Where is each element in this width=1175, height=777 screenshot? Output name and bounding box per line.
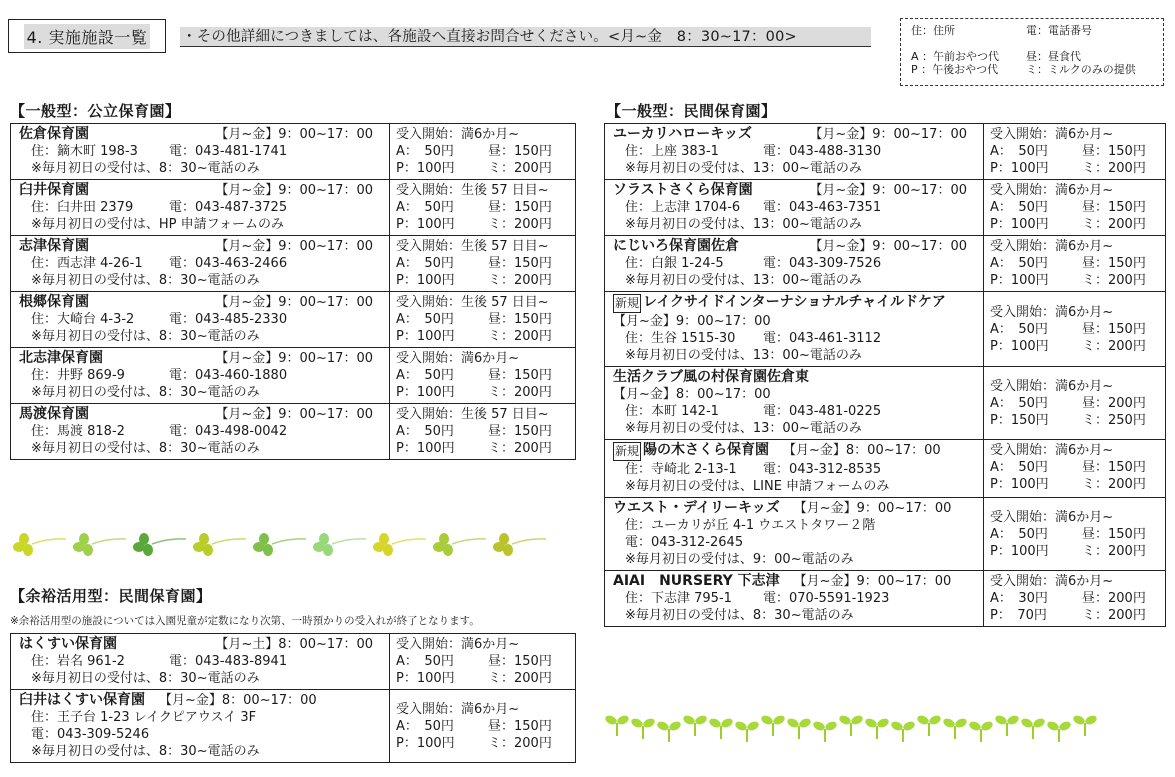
facility-fee-cell <box>390 180 576 236</box>
facility-row <box>11 236 576 292</box>
facility-name-line <box>613 182 977 199</box>
milk-fee: ミ：200円 <box>1082 161 1146 176</box>
facility-hours: 【月~金】9：00~17：00 <box>215 295 373 310</box>
facility-name-line <box>19 406 383 423</box>
facility-hours: 【月~金】9：00~17：00 <box>215 183 373 198</box>
facility-address: 住：本町 142-1 <box>625 404 719 419</box>
facility-reception-note: ※毎月初日の受付は、13：00~電話のみ <box>625 161 862 176</box>
facility-reception-note: ※毎月初日の受付は、8：30~電話のみ <box>31 744 260 759</box>
legend-address: 住：住所 <box>911 24 955 37</box>
lunch-fee: 昼：150円 <box>488 256 552 271</box>
facility-phone: 電：043-312-8535 <box>763 462 882 477</box>
facility-phone: 電：043-463-2466 <box>169 256 288 271</box>
facility-fee-cell <box>984 498 1166 571</box>
facility-row <box>11 348 576 404</box>
facility-phone: 電：043-312-2645 <box>625 535 744 550</box>
facility-info-cell <box>605 498 984 571</box>
facility-address: 住：上座 383-1 <box>625 144 719 159</box>
am-snack-fee: A： 50円 <box>396 654 454 669</box>
sprout-icon <box>838 709 864 739</box>
am-snack-fee: A： 50円 <box>396 718 454 734</box>
facility-reception-note: ※毎月初日の受付は、8：30~電話のみ <box>31 441 260 456</box>
sprout-icon <box>630 712 656 742</box>
am-snack-fee: A： 30円 <box>990 591 1048 606</box>
facility-name: 生活クラブ風の村保育園佐倉東 <box>613 369 809 385</box>
clover-icon <box>10 530 70 560</box>
facility-phone: 電：043-485-2330 <box>169 312 288 327</box>
milk-fee: ミ：200円 <box>1082 273 1146 288</box>
facility-fee-cell <box>984 180 1166 236</box>
facility-row <box>11 180 576 236</box>
lunch-fee: 昼：150円 <box>1082 460 1146 475</box>
new-badge: 新規 <box>613 442 641 461</box>
milk-fee: ミ：250円 <box>1082 412 1146 428</box>
lunch-fee: 昼：150円 <box>1082 256 1146 271</box>
pm-snack-fee: P：100円 <box>396 441 455 456</box>
am-snack-fee: A： 50円 <box>396 312 454 327</box>
facility-fee-cell <box>390 690 576 763</box>
facility-name: 臼井はくすい保育園 <box>19 692 145 708</box>
sprout-icon <box>994 709 1020 739</box>
facility-row <box>11 634 576 690</box>
clover-icon <box>310 530 370 560</box>
facility-row <box>11 690 576 763</box>
facility-row <box>605 180 1166 236</box>
pm-snack-fee: P：100円 <box>396 161 455 176</box>
facility-info-cell <box>11 634 390 690</box>
facility-name: ユーカリハローキッズ <box>613 126 753 142</box>
facility-info-cell <box>605 571 984 627</box>
facility-reception-note: ※毎月初日の受付は、8：30~電話のみ <box>625 608 854 623</box>
facility-name: ウエスト・デイリーキッズ <box>613 500 780 516</box>
facility-row <box>605 440 1166 498</box>
legend-row <box>911 24 1153 37</box>
lunch-fee: 昼：150円 <box>488 654 552 669</box>
pm-snack-fee: P： 70円 <box>990 608 1047 623</box>
sprout-icon <box>656 715 682 745</box>
facility-phone: 電：043-487-3725 <box>169 200 288 215</box>
facility-name-line <box>19 350 383 367</box>
facility-name: AIAI NURSERY 下志津 <box>613 573 780 589</box>
facility-hours: 【月~金】9：00~17：00 <box>793 501 952 516</box>
facility-phone: 電：043-309-5246 <box>31 727 150 742</box>
facility-name-line <box>19 636 383 653</box>
facility-address: 住：西志津 4-26-1 <box>31 256 143 271</box>
facility-hours: 【月~金】8：00~17：00 <box>159 693 317 708</box>
milk-fee: ミ：200円 <box>1082 608 1146 623</box>
legend-row <box>911 50 1153 63</box>
facility-info-cell <box>11 292 390 348</box>
lunch-fee: 昼：150円 <box>488 718 552 734</box>
pm-snack-fee: P：100円 <box>396 735 455 751</box>
facility-address: 住：生谷 1515-30 <box>625 331 736 346</box>
acceptance-start: 受入開始：満6か月~ <box>990 239 1114 254</box>
facility-hours: 【月~金】9：00~17：00 <box>215 239 373 254</box>
facility-info-cell <box>605 292 984 367</box>
facility-row <box>605 236 1166 292</box>
pm-snack-fee: P：100円 <box>990 273 1049 288</box>
facility-info-cell <box>11 348 390 404</box>
facility-name-line <box>613 573 977 590</box>
am-snack-fee: A： 50円 <box>990 144 1048 159</box>
facility-fee-cell <box>984 440 1166 498</box>
lunch-fee: 昼：150円 <box>1082 200 1146 215</box>
milk-fee: ミ：200円 <box>488 161 552 176</box>
surplus-nursery-note: ※余裕活用型の施設については入園児童が定数になり次第、一時預かりの受入れが終了となります。 <box>10 615 480 627</box>
facility-name: 佐倉保育園 <box>19 126 89 142</box>
lunch-fee: 昼：150円 <box>488 368 552 383</box>
pm-snack-fee: P：100円 <box>990 543 1049 559</box>
facility-hours: 【月~金】9：00~17：00 <box>215 351 373 366</box>
clover-icon <box>490 530 550 560</box>
facility-name-line <box>613 126 977 143</box>
private-nursery-table <box>604 123 1166 627</box>
am-snack-fee: A： 50円 <box>396 424 454 439</box>
facility-name: 根郷保育園 <box>19 294 89 310</box>
clover-icon <box>130 530 190 560</box>
milk-fee: ミ：200円 <box>488 385 552 400</box>
facility-reception-note: ※毎月初日の受付は、8：30~電話のみ <box>31 671 260 686</box>
facility-reception-note: ※毎月初日の受付は、13：00~電話のみ <box>625 421 862 436</box>
facility-fee-cell <box>984 292 1166 367</box>
facility-phone: 電：043-498-0042 <box>169 424 288 439</box>
facility-row <box>605 292 1166 367</box>
sprout-icon <box>1046 715 1072 745</box>
sprout-icon <box>682 709 708 739</box>
facility-info-cell <box>605 440 984 498</box>
am-snack-fee: A： 50円 <box>396 256 454 271</box>
facility-reception-note: ※毎月初日の受付は、8：30~電話のみ <box>31 161 260 176</box>
milk-fee: ミ：200円 <box>488 217 552 232</box>
lunch-fee: 昼：150円 <box>488 424 552 439</box>
pm-snack-fee: P：100円 <box>396 385 455 400</box>
acceptance-start: 受入開始：生後 57 日目~ <box>396 295 549 310</box>
lunch-fee: 昼：150円 <box>488 312 552 327</box>
pm-snack-fee: P：100円 <box>990 338 1049 354</box>
sprout-icon <box>942 712 968 742</box>
facility-reception-note: ※毎月初日の受付は、LINE 申請フォームのみ <box>625 479 890 494</box>
private-nursery-title: 【一般型：民間保育園】 <box>606 102 777 120</box>
facility-name: 北志津保育園 <box>19 350 103 366</box>
facility-reception-note: ※毎月初日の受付は、8：30~電話のみ <box>31 385 260 400</box>
facility-address: 住：鏑木町 198-3 <box>31 144 138 159</box>
facility-address: 住：ユーカリが丘 4-1 ウエストタワー２階 <box>625 518 876 533</box>
facility-phone: 電：043-461-3112 <box>763 331 882 346</box>
facility-name: はくすい保育園 <box>19 636 117 652</box>
am-snack-fee: A： 50円 <box>990 321 1048 337</box>
surplus-nursery-title: 【余裕活用型：民間保育園】 <box>10 587 212 605</box>
facility-address: 住：大崎台 4-3-2 <box>31 312 135 327</box>
am-snack-fee: A： 50円 <box>990 460 1048 475</box>
facility-name-line <box>613 369 977 386</box>
pm-snack-fee: P：100円 <box>990 217 1049 232</box>
sprout-icon <box>968 715 994 745</box>
legend-pm-snack: P ：午後おやつ代 <box>911 63 999 76</box>
facility-name-line <box>19 126 383 143</box>
milk-fee: ミ：200円 <box>488 735 552 751</box>
sprout-icon <box>734 715 760 745</box>
milk-fee: ミ：200円 <box>1082 217 1146 232</box>
facility-address: 住：臼井田 2379 <box>31 200 134 215</box>
facility-name-line <box>613 238 977 255</box>
milk-fee: ミ：200円 <box>1082 338 1146 354</box>
lunch-fee: 昼：150円 <box>1082 526 1146 542</box>
sprout-icon <box>708 712 734 742</box>
sprout-icon <box>890 715 916 745</box>
facility-fee-cell <box>984 571 1166 627</box>
am-snack-fee: A： 50円 <box>396 368 454 383</box>
facility-name: 陽の木さくら保育園 <box>643 442 770 458</box>
facility-fee-cell <box>390 124 576 180</box>
milk-fee: ミ：200円 <box>488 671 552 686</box>
facility-row <box>11 292 576 348</box>
am-snack-fee: A： 50円 <box>396 200 454 215</box>
sprout-decoration <box>604 712 1098 742</box>
legend-milk: ミ：ミルクのみの提供 <box>1026 63 1136 76</box>
acceptance-start: 受入開始：生後 57 日目~ <box>396 183 549 198</box>
acceptance-start: 受入開始：満6か月~ <box>990 378 1114 394</box>
new-badge: 新規 <box>613 294 641 313</box>
facility-fee-cell <box>390 236 576 292</box>
facility-info-cell <box>605 367 984 440</box>
public-nursery-title: 【一般型：公立保育園】 <box>10 102 181 120</box>
facility-fee-cell <box>390 292 576 348</box>
lunch-fee: 昼：150円 <box>488 144 552 159</box>
facility-info-cell <box>605 124 984 180</box>
facility-phone: 電：043-463-7351 <box>763 200 882 215</box>
acceptance-start: 受入開始：満6か月~ <box>990 304 1114 320</box>
lunch-fee: 昼：150円 <box>488 200 552 215</box>
facility-phone: 電：043-481-0225 <box>763 404 882 419</box>
lunch-fee: 昼：150円 <box>1082 321 1146 337</box>
milk-fee: ミ：200円 <box>488 329 552 344</box>
am-snack-fee: A： 50円 <box>396 144 454 159</box>
facility-hours: 【月~金】9：00~17：00 <box>215 407 373 422</box>
facility-reception-note: ※毎月初日の受付は、13：00~電話のみ <box>625 348 862 363</box>
acceptance-start: 受入開始：満6か月~ <box>990 443 1114 458</box>
acceptance-start: 受入開始：満6か月~ <box>396 701 520 717</box>
facility-reception-note: ※毎月初日の受付は、HP 申請フォームのみ <box>31 217 284 232</box>
sprout-icon <box>786 712 812 742</box>
acceptance-start: 受入開始：満6か月~ <box>990 127 1114 142</box>
facility-hours: 【月~金】9：00~17：00 <box>793 574 952 589</box>
legend-phone: 電：電話番号 <box>1026 24 1092 37</box>
section-title: 4. 実施施設一覧 <box>24 24 151 49</box>
facility-address: 住：下志津 795-1 <box>625 591 732 606</box>
sprout-icon <box>812 715 838 745</box>
facility-phone: 電：043-488-3130 <box>763 144 882 159</box>
clover-icon <box>430 530 490 560</box>
facility-address: 住：岩名 961-2 <box>31 654 125 669</box>
lunch-fee: 昼：200円 <box>1082 591 1146 606</box>
acceptance-start: 受入開始：生後 57 日目~ <box>396 407 549 422</box>
pm-snack-fee: P：100円 <box>396 329 455 344</box>
facility-address: 住：白銀 1-24-5 <box>625 256 724 271</box>
facility-info-cell <box>11 236 390 292</box>
facility-name: 馬渡保育園 <box>19 406 89 422</box>
am-snack-fee: A： 50円 <box>990 200 1048 215</box>
clover-decoration <box>10 530 550 560</box>
facility-row <box>11 404 576 460</box>
facility-address: 住：上志津 1704-6 <box>625 200 741 215</box>
pm-snack-fee: P：100円 <box>990 161 1049 176</box>
facility-fee-cell <box>390 404 576 460</box>
facility-row <box>605 571 1166 627</box>
facility-info-cell <box>11 690 390 763</box>
facility-fee-cell <box>984 367 1166 440</box>
facility-row <box>605 498 1166 571</box>
am-snack-fee: A： 50円 <box>990 395 1048 411</box>
facility-row <box>11 124 576 180</box>
facility-name-line <box>19 692 383 709</box>
acceptance-start: 受入開始：生後 57 日目~ <box>396 239 549 254</box>
facility-hours: 【月~金】9：00~17：00 <box>215 127 373 142</box>
facility-address: 住：王子台 1-23 レイクピアウスイ 3F <box>31 710 257 725</box>
facility-reception-note: ※毎月初日の受付は、9：00~電話のみ <box>625 552 854 567</box>
pm-snack-fee: P：100円 <box>396 273 455 288</box>
facility-hours: 【月~金】9：00~17：00 <box>809 239 967 254</box>
facility-info-cell <box>605 180 984 236</box>
facility-hours: 【月~金】9：00~17：00 <box>809 127 967 142</box>
facility-name: にじいろ保育園佐倉 <box>613 238 739 254</box>
facility-address: 住：寺崎北 2-13-1 <box>625 462 737 477</box>
legend-row <box>911 63 1153 76</box>
milk-fee: ミ：200円 <box>488 273 552 288</box>
clover-icon <box>190 530 250 560</box>
pm-snack-fee: P：100円 <box>990 477 1049 492</box>
facility-name-line <box>613 500 977 517</box>
section-title-box <box>8 19 166 53</box>
facility-hours: 【月~金】8：00~17：00 <box>783 443 941 458</box>
sprout-icon <box>864 712 890 742</box>
acceptance-start: 受入開始：満6か月~ <box>396 127 520 142</box>
am-snack-fee: A： 50円 <box>990 256 1048 271</box>
acceptance-start: 受入開始：満6か月~ <box>396 351 520 366</box>
clover-icon <box>70 530 130 560</box>
facility-name-line <box>613 294 977 313</box>
clover-icon <box>370 530 430 560</box>
surplus-nursery-table <box>10 633 576 763</box>
acceptance-start: 受入開始：満6か月~ <box>990 183 1114 198</box>
facility-phone: 電：070-5591-1923 <box>763 591 890 606</box>
clover-icon <box>250 530 310 560</box>
lunch-fee: 昼：200円 <box>1082 395 1146 411</box>
facility-phone: 電：043-460-1880 <box>169 368 288 383</box>
pm-snack-fee: P：150円 <box>990 412 1049 428</box>
pm-snack-fee: P：100円 <box>396 217 455 232</box>
sprout-icon <box>1020 712 1046 742</box>
facility-phone: 電：043-481-1741 <box>169 144 288 159</box>
public-nursery-table <box>10 123 576 460</box>
sprout-icon <box>604 709 630 739</box>
facility-name-line <box>19 182 383 199</box>
facility-name: 臼井保育園 <box>19 182 89 198</box>
acceptance-start: 受入開始：満6か月~ <box>990 574 1114 589</box>
sprout-icon <box>760 709 786 739</box>
milk-fee: ミ：200円 <box>1082 477 1146 492</box>
facility-name-line <box>19 294 383 311</box>
facility-row <box>605 367 1166 440</box>
facility-fee-cell <box>390 634 576 690</box>
lunch-fee: 昼：150円 <box>1082 144 1146 159</box>
facility-name-line <box>19 238 383 255</box>
facility-info-cell <box>11 124 390 180</box>
acceptance-start: 受入開始：満6か月~ <box>990 509 1114 525</box>
facility-info-cell <box>11 180 390 236</box>
milk-fee: ミ：200円 <box>1082 543 1146 559</box>
facility-fee-cell <box>984 236 1166 292</box>
facility-reception-note: ※毎月初日の受付は、8：30~電話のみ <box>31 329 260 344</box>
legend-am-snack: A ：午前おやつ代 <box>911 50 1000 63</box>
facility-name: 志津保育園 <box>19 238 89 254</box>
acceptance-start: 受入開始：満6か月~ <box>396 637 520 652</box>
facility-hours: 【月~金】8：00~17：00 <box>613 387 771 402</box>
pm-snack-fee: P：100円 <box>396 671 455 686</box>
facility-row <box>605 124 1166 180</box>
legend-box <box>900 18 1164 86</box>
sprout-icon <box>916 709 942 739</box>
facility-name: レイクサイドインターナショナルチャイルドケア <box>643 294 946 310</box>
facility-hours: 【月~土】8：00~17：00 <box>215 637 373 652</box>
sprout-icon <box>1072 709 1098 739</box>
facility-phone: 電：043-309-7526 <box>763 256 882 271</box>
facility-fee-cell <box>984 124 1166 180</box>
am-snack-fee: A： 50円 <box>990 526 1048 542</box>
facility-hours: 【月~金】9：00~17：00 <box>613 314 771 329</box>
facility-hours: 【月~金】9：00~17：00 <box>809 183 967 198</box>
facility-reception-note: ※毎月初日の受付は、13：00~電話のみ <box>625 273 862 288</box>
milk-fee: ミ：200円 <box>488 441 552 456</box>
facility-address: 住：馬渡 818-2 <box>31 424 125 439</box>
facility-fee-cell <box>390 348 576 404</box>
contact-notice: ・その他詳細につきましては、各施設へ直接お問合せください。<月~金 8：30~17：00> <box>180 27 871 47</box>
facility-info-cell <box>605 236 984 292</box>
facility-phone: 電：043-483-8941 <box>169 654 288 669</box>
facility-reception-note: ※毎月初日の受付は、13：00~電話のみ <box>625 217 862 232</box>
facility-address: 住：井野 869-9 <box>31 368 125 383</box>
facility-name: ソラストさくら保育園 <box>613 182 753 198</box>
facility-reception-note: ※毎月初日の受付は、8：30~電話のみ <box>31 273 260 288</box>
facility-name-line <box>613 442 977 461</box>
facility-info-cell <box>11 404 390 460</box>
legend-lunch: 昼：昼食代 <box>1026 50 1081 63</box>
